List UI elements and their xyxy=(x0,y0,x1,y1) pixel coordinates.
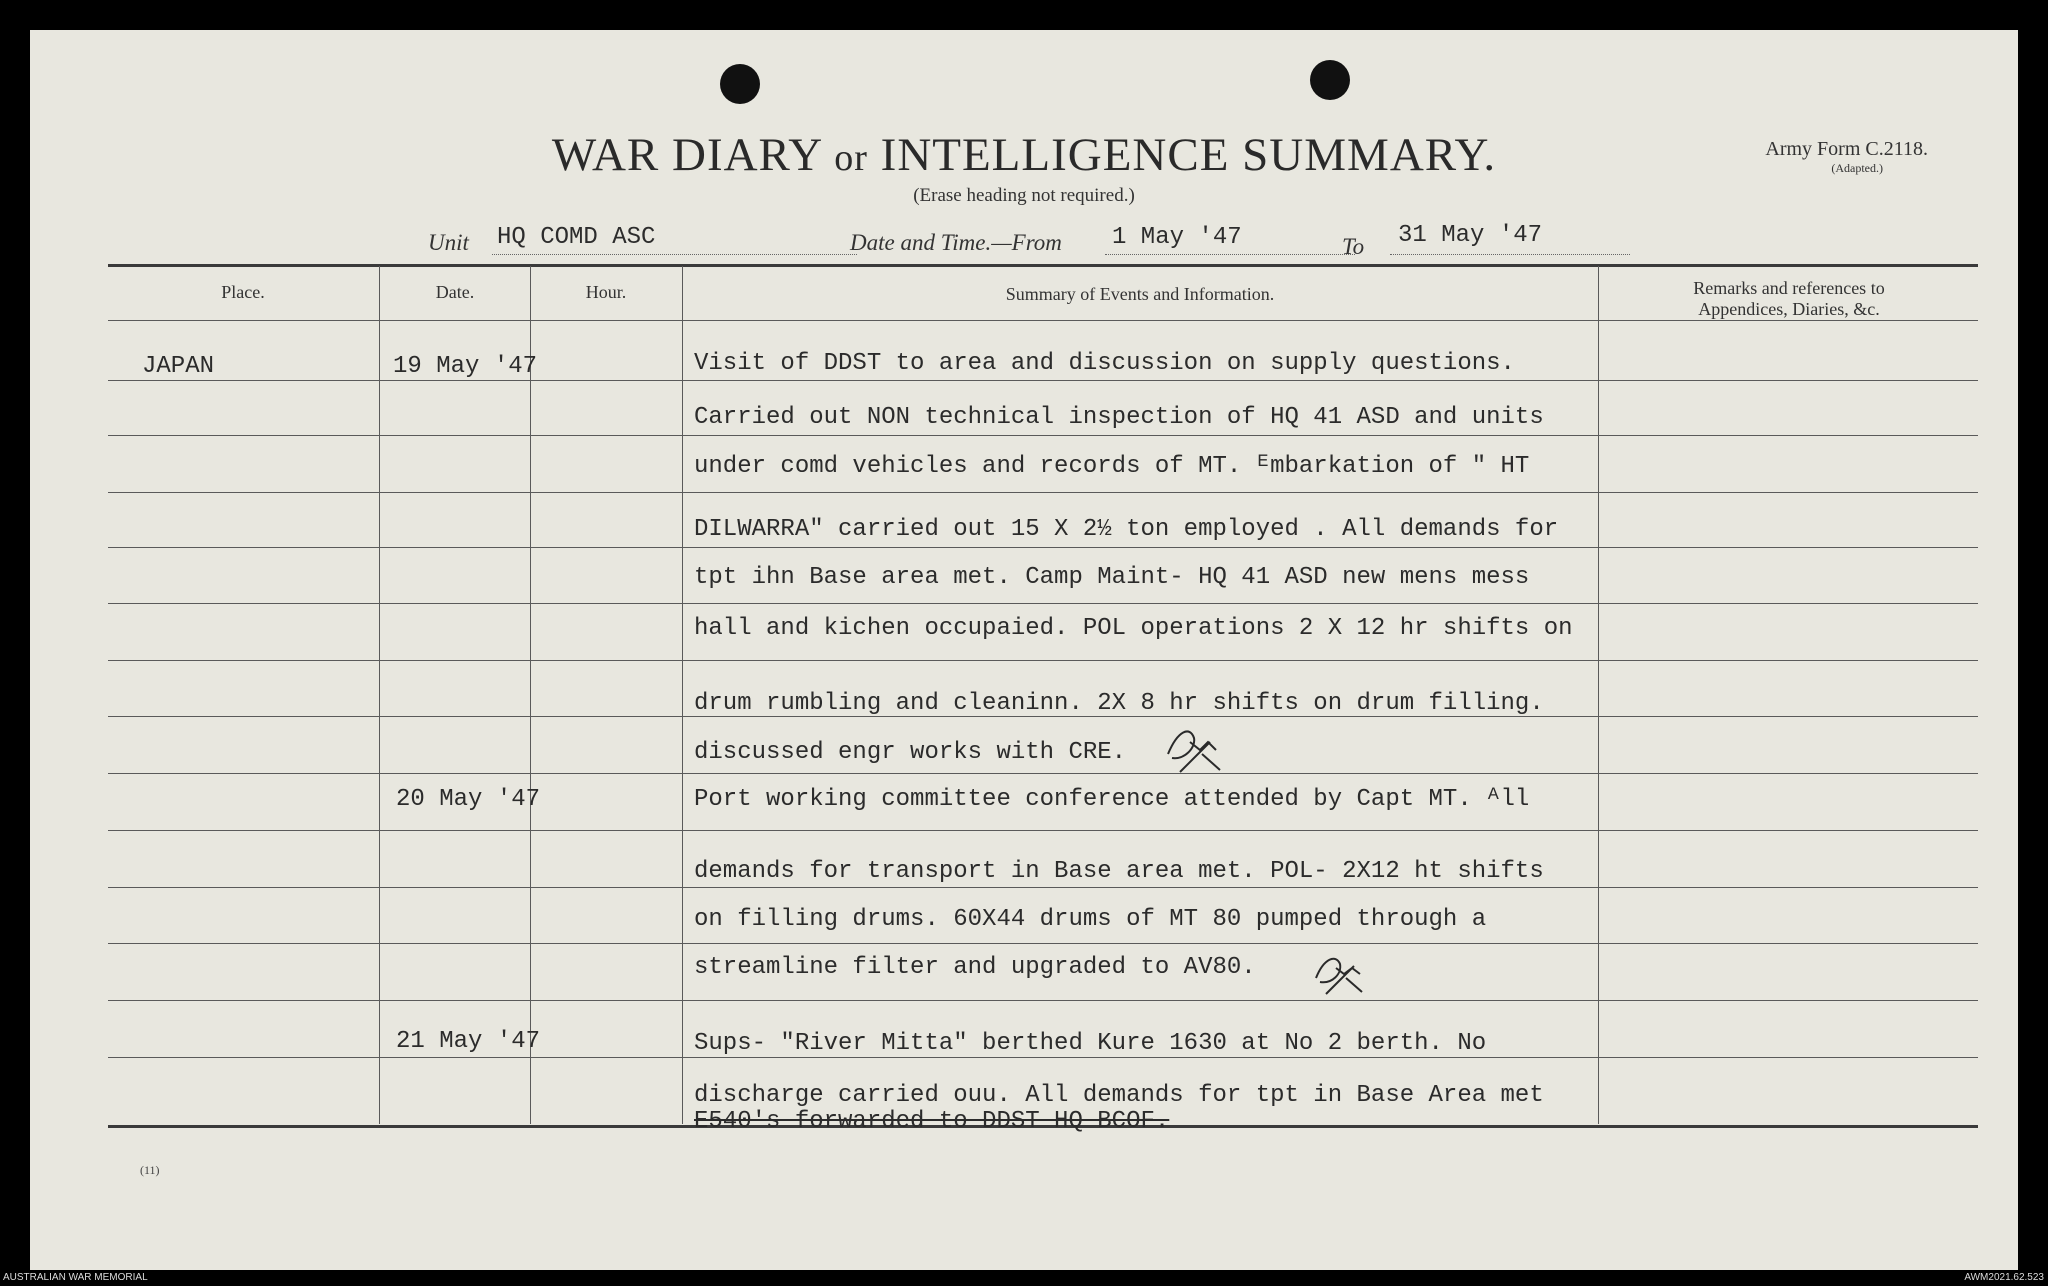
summary-line: E540's forwarded to DDST HQ BCOF. xyxy=(694,1108,1170,1135)
remarks-header-line2: Appendices, Diaries, &c. xyxy=(1698,299,1880,319)
to-value: 31 May '47 xyxy=(1398,222,1543,249)
signature-initials xyxy=(1160,712,1240,782)
column-header-hour: Hour. xyxy=(585,282,627,302)
summary-line: Sups- "River Mitta" berthed Kure 1630 at No 2 berth. No xyxy=(694,1030,1487,1057)
summary-line: hall and kichen occupaied. POL operations 2 X 12 hr shifts on xyxy=(694,615,1573,642)
title-war-diary: WAR DIARY xyxy=(551,129,822,181)
summary-line: drum rumbling and cleaninn. 2X 8 hr shifts on drum filling. xyxy=(694,690,1544,717)
from-value: 1 May '47 xyxy=(1112,224,1242,251)
title-or: or xyxy=(834,137,868,179)
signature-initials xyxy=(1310,942,1380,1002)
archive-reference: AWM2021.62.523 xyxy=(1964,1272,2044,1283)
archive-caption: AUSTRALIAN WAR MEMORIAL xyxy=(3,1272,148,1283)
punch-hole-right xyxy=(1310,60,1350,100)
summary-line: discussed engr works with CRE. xyxy=(694,739,1127,766)
remarks-header-line1: Remarks and references to xyxy=(1693,278,1885,298)
summary-line: demands for transport in Base area met. POL- 2X12 ht shifts xyxy=(694,858,1544,885)
summary-line: Visit of DDST to area and discussion on supply questions. xyxy=(694,350,1515,377)
column-header-date: Date. xyxy=(435,282,475,302)
form-title xyxy=(30,128,2018,182)
diary-sheet xyxy=(30,30,2018,1270)
unit-value: HQ COMD ASC xyxy=(497,224,656,251)
entry-date: 19 May '47 xyxy=(393,353,538,380)
summary-line: DILWARRA" carried out 15 X 2½ ton employed . All demands for xyxy=(694,516,1559,543)
summary-line: under comd vehicles and records of MT. ᴱmbarkation of " HT xyxy=(694,453,1530,480)
summary-line: Port working committee conference attended by Capt MT. ᴬll xyxy=(694,786,1530,813)
punch-hole-left xyxy=(720,64,760,104)
summary-line: on filling drums. 60X44 drums of MT 80 pumped through a xyxy=(694,906,1487,933)
summary-line: streamline filter and upgraded to AV80. xyxy=(694,954,1256,981)
army-form-number: Army Form C.2118. xyxy=(1765,138,1928,160)
title-intelligence-summary: INTELLIGENCE SUMMARY. xyxy=(880,129,1497,181)
army-form-label xyxy=(1765,138,1928,176)
date-time-label: Date and Time.—From xyxy=(850,230,1062,255)
column-header-remarks xyxy=(1599,278,1979,320)
to-label: To xyxy=(1342,234,1365,259)
column-header-place: Place. xyxy=(221,282,265,302)
summary-line: Carried out NON technical inspection of HQ 41 ASD and units xyxy=(694,404,1544,431)
entry-date: 21 May '47 xyxy=(396,1028,541,1055)
entry-place: JAPAN xyxy=(142,353,215,380)
summary-line: discharge carried ouu. All demands for tpt in Base Area met xyxy=(694,1082,1544,1109)
column-header-summary: Summary of Events and Information. xyxy=(1005,284,1275,304)
form-number: (11) xyxy=(140,1163,160,1177)
summary-line: tpt ihn Base area met. Camp Maint- HQ 41 ASD new mens mess xyxy=(694,564,1530,591)
form-subtitle: (Erase heading not required.) xyxy=(913,185,1135,206)
adapted-note: (Adapted.) xyxy=(1831,161,1883,175)
unit-label: Unit xyxy=(428,230,469,255)
entry-date: 20 May '47 xyxy=(396,786,541,813)
